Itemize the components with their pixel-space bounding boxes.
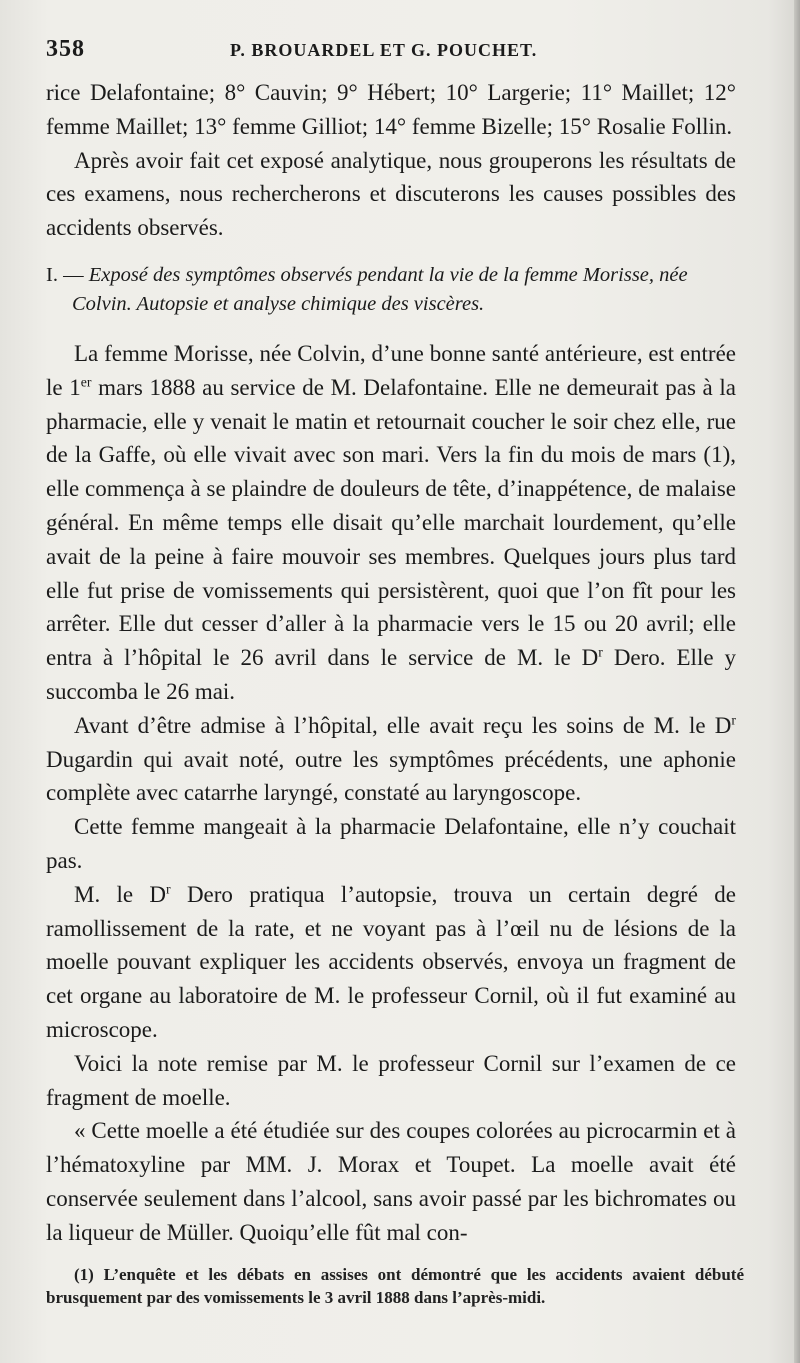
text-run: Avant d’être admise à l’hôpital, elle avait reçu les soins de M. le D [74,712,732,738]
page-header [46,36,760,70]
superscript: r [731,712,736,728]
paragraph-case-history [46,337,736,709]
paragraph-prior-care [46,709,736,810]
section-title: Exposé des symptômes observés pendant la vie de la femme Morisse, née Colvin. Autopsie et analyse chimique des viscères. [72,263,688,315]
text-run: La femme Morisse, née Colvin, d’une bonne santé antérieure, est entrée le 1 [46,340,736,400]
superscript: er [80,374,92,390]
footnote [46,1263,744,1309]
text-run: Dero. Elle y succomba le 26 mai. [46,645,736,704]
paragraph-autopsy [46,878,736,1047]
paragraph-intro: Après avoir fait cet exposé analytique, nous grouperons les résultats de ces examens, nous rechercherons et discuterons les causes possibles des accidents observés. [46,147,736,241]
page-number: 358 [46,36,85,62]
page-edge-shadow [794,0,800,1363]
paragraph-meals: Cette femme mangeait à la pharmacie Delafontaine, elle n’y couchait pas. [46,814,736,873]
body-text [46,76,736,1250]
footnote-text: (1) L’enquête et les débats en assises ont démontré que les accidents avaient débuté brusquement par des vomissements le 3 avril 1888 dans l’après-midi. [46,1265,744,1307]
running-head: P. BROUARDEL ET G. POUCHET. [230,40,538,60]
section-number: I. — [46,263,89,286]
section-heading [46,261,736,319]
paragraph-note-intro: Voici la note remise par M. le professeur Cornil sur l’examen de ce fragment de moelle. [46,1050,736,1110]
text-run: Dero pratiqua l’autopsie, trouva un certain degré de ramollissement de la rate, et ne voyant pas à l’œil nu de lésions de la moelle pouvant expliquer les accidents observés, envoya un fragment de cet organe au laboratoire de M. le professeur Cornil, où il fut examiné au microscope. [46,881,736,1042]
superscript: r [166,881,171,897]
text-run: mars 1888 au service de M. Delafontaine. Elle ne demeurait pas à la pharmacie, elle y venait le matin et retournait coucher le soir chez elle, rue de la Gaffe, où elle vivait avec son mari. Vers la fin du mois de mars (1), elle commença à se plaindre de douleurs de tête, d’inappétence, de malaise général. En même temps elle disait qu’elle marchait lourdement, qu’elle avait de la peine à faire mouvoir ses membres. Quelques jours plus tard elle fut prise de vomissements qui persistèrent, quoi que l’on fît pour les arrêter. Elle dut cesser d’aller à la pharmacie vers le 15 ou 20 avril; elle entra à l’hôpital le 26 avril dans le service de M. le D [46,374,736,671]
text-run: Dugardin qui avait noté, outre les symptômes précédents, une aphonie complète avec catarrhe laryngé, constaté au laryngoscope. [46,746,736,806]
text-run: M. le D [74,881,167,907]
superscript: r [598,644,603,660]
paragraph-quoted-note: « Cette moelle a été étudiée sur des coupes colorées au picrocarmin et à l’hématoxyline par MM. J. Morax et Toupet. La moelle avait été conservée seulement dans l’alcool, sans avoir passé par les bichromates ou la liqueur de Müller. Quoiqu’elle fût mal con- [46,1118,736,1245]
paragraph-continuation: rice Delafontaine; 8° Cauvin; 9° Hébert; 10° Largerie; 11° Maillet; 12° femme Maillet; 13° femme Gilliot; 14° femme Bizelle; 15° Rosalie Follin. [46,80,736,139]
